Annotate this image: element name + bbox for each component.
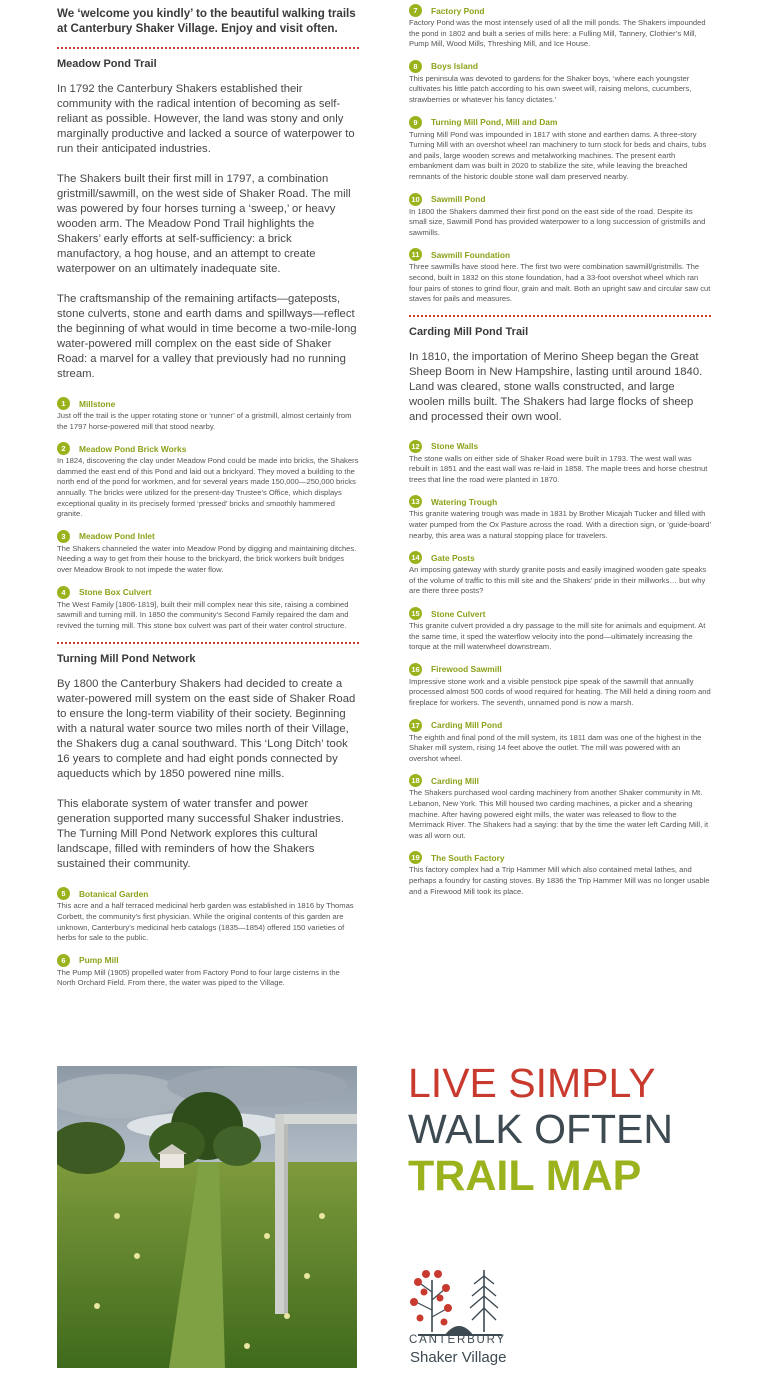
stop-description: Factory Pond was the most intensely used of all the mill ponds. The Shakers impounded the pond in 1802 and built a series of mills here: a Fulling Mill, Tannery, Clothier’s Mill, Pump Mill, Wood Mills, Threshing Mill, and Ice House. xyxy=(409,18,706,49)
stop-title: Millstone xyxy=(79,398,116,409)
stop-number-badge: 11 xyxy=(409,248,422,261)
stop-description: Just off the trail is the upper rotating stone or ‘runner’ of a gristmill, almost certainly from the 1797 horse-powered mill that stood nearby. xyxy=(57,411,352,431)
stop-title: The South Factory xyxy=(431,852,505,863)
stop-title: Meadow Pond Brick Works xyxy=(79,443,187,454)
trail-stop xyxy=(57,530,359,576)
stop-description: An imposing gateway with sturdy granite posts and easily imagined wooden gate speaks of the volume of traffic to this mill site and the Shakers’ pride in their millworks… but why are there three posts? xyxy=(409,565,707,596)
turning-paragraph: This elaborate system of water transfer and power generation supported many successful Shaker industries. The Turning Mill Pond Network explores this cultural landscape, filled with reminders of how the Shakers sustained their community. xyxy=(57,798,344,871)
stop-title: Stone Culvert xyxy=(431,608,486,619)
tagline-trail-map: TRAIL MAP xyxy=(408,1152,642,1200)
divider xyxy=(57,642,359,644)
stop-number-badge: 8 xyxy=(409,60,422,73)
trail-stop xyxy=(409,774,711,841)
stop-number-badge: 5 xyxy=(57,887,70,900)
trail-stop xyxy=(409,116,711,183)
stop-number-badge: 6 xyxy=(57,954,70,967)
stop-title: Factory Pond xyxy=(431,5,485,16)
stop-title: Stone Walls xyxy=(431,441,479,452)
stop-title: Gate Posts xyxy=(431,552,475,563)
stop-title: Carding Mill Pond xyxy=(431,720,503,731)
carding-paragraph: In 1810, the importation of Merino Sheep began the Great Sheep Boom in New Hampshire, lasting until around 1840. Land was cleared, stone walls constructed, and large woolen mills built. The Shakers had large flocks of sheep and processed their own wool. xyxy=(409,350,703,423)
stop-description: In 1824, discovering the clay under Meadow Pond could be made into bricks, the Shakers dammed the east end of this Pond and laid out a brickyard. They moved a building to the north end of the pond for workmen, and for several years made 150,000—250,000 bricks annually. The bricks were utilized for the present-day Trustee’s Office, which displays exceptional quality in its precisely formed ‘pressed’ bricks and smoothly hammered granite. xyxy=(57,456,359,519)
stop-description: The Pump Mill (1905) propelled water from Factory Pond to four large cisterns in the North Orchard Field. From there, the water was piped to the Village. xyxy=(57,967,340,988)
trail-stop xyxy=(409,851,711,897)
trail-stop xyxy=(57,887,359,943)
stop-number-badge: 10 xyxy=(409,193,422,206)
stop-title: Firewood Sawmill xyxy=(431,664,502,675)
logo-shaker-village: Shaker Village xyxy=(410,1349,507,1366)
stop-number-badge: 15 xyxy=(409,607,422,620)
trail-stop xyxy=(57,954,359,989)
divider xyxy=(57,47,359,49)
tagline xyxy=(408,1060,728,1200)
stop-number-badge: 13 xyxy=(409,495,422,508)
stop-number-badge: 4 xyxy=(57,586,70,599)
trail-stop xyxy=(57,397,359,432)
logo-canterbury: CANTERBURY xyxy=(409,1334,507,1346)
trail-stop xyxy=(57,586,359,632)
stop-description: This peninsula was devoted to gardens for the Shaker boys, ‘where each youngster cultivates his little patch according to his own sweet will, raising melons, cucumbers, strawberries or whatever his fancy dictates.’ xyxy=(409,73,692,104)
stop-description: Three sawmills have stood here. The first two were combination sawmill/gristmills. The second, built in 1832 on this stone foundation, had a 33-foot overshot wheel which ran four pairs of stones to grind flour, grain and malt. Both an upright saw and circular saw cut staves for pails and measures. xyxy=(409,262,711,304)
divider xyxy=(409,315,711,317)
stop-title: Meadow Pond Inlet xyxy=(79,531,155,542)
left-column xyxy=(57,0,359,999)
stop-title: Botanical Garden xyxy=(79,888,149,899)
trail-stop xyxy=(409,551,711,597)
stop-title: Sawmill Pond xyxy=(431,194,486,205)
meadow-photo xyxy=(57,1066,357,1368)
meadow-paragraph: The craftsmanship of the remaining artifacts—gateposts, stone culverts, stone and earth dams and spillways—reflect the beginning of what would in time become a two-mile-long water-powered mill complex on the east side of Shaker Road: a marvel for a valley that previously had no running stream. xyxy=(57,293,357,380)
stop-title: Carding Mill xyxy=(431,775,479,786)
meadow-pond-trail-title: Meadow Pond Trail xyxy=(57,58,157,70)
intro-text: We ‘welcome you kindly’ to the beautiful walking trails at Canterbury Shaker Village. Enjoy and visit often. xyxy=(57,7,356,35)
stop-number-badge: 1 xyxy=(57,397,70,410)
stop-number-badge: 19 xyxy=(409,851,422,864)
turning-mill-network-title: Turning Mill Pond Network xyxy=(57,653,196,666)
stop-number-badge: 16 xyxy=(409,663,422,676)
stop-number-badge: 12 xyxy=(409,440,422,453)
stop-description: This factory complex had a Trip Hammer Mill which also contained metal lathes, and perhaps a foundry for casting stoves. By 1836 the Trip Hammer Mill was no longer usable and a Firewood Mill took its place. xyxy=(409,865,710,896)
trail-stop xyxy=(409,495,711,541)
stop-description: Turning Mill Pond was impounded in 1817 with stone and earthen dams. A three-story Turning Mill with an overshot wheel ran machinery to turn stock for beds and chairs, tubs and pails, large wooden screws and metalworking machines. The present earth embankment dam was built in 2020 to stabilize the site, while leaving the breached remnants of the historic double stone wall dam preserved nearby. xyxy=(409,129,707,181)
stop-number-badge: 18 xyxy=(409,774,422,787)
stop-description: The Shakers channeled the water into Meadow Pond by digging and maintaining ditches. Needing a way to get from their house to the brickyard, the brick workers built bridges over Meadow Brook to not impede the water flow. xyxy=(57,543,357,574)
right-column xyxy=(409,4,711,907)
tagline-live-simply: LIVE SIMPLY xyxy=(408,1060,656,1106)
trail-stop xyxy=(409,4,711,50)
trail-stop xyxy=(409,248,711,304)
stop-description: This granite culvert provided a dry passage to the mill site for animals and equipment. At the same time, it sped the waterflow velocity into the pond—ultimately increasing the torque at the mill waterwheel downstream. xyxy=(409,621,706,652)
stop-title: Watering Trough xyxy=(431,496,498,507)
stop-number-badge: 14 xyxy=(409,551,422,564)
trail-stop xyxy=(409,663,711,709)
stop-description: The West Family [1806-1819], built their mill complex near this site, raising a combined sawmill and turning mill. In 1850 the community’s Second Family repaired the dam and revived the turning mill. This stone box culvert was part of their water control structure. xyxy=(57,599,349,630)
stop-number-badge: 7 xyxy=(409,4,422,17)
stop-description: This acre and a half terraced medicinal herb garden was established in 1816 by Thomas Corbett, the community’s first physician. While the original contents of this garden are unknown, Canterbury’s medicinal herb catalogs (1835—1854) offered 150 varieties of herbs for sale to the public. xyxy=(57,901,354,943)
meadow-paragraph: The Shakers built their first mill in 1797, a combination gristmill/sawmill, on the west side of Shaker Road. The mill was powered by four horses turning a ‘sweep,’ or heavy wooden arm. The Meadow Pond Trail highlights the Shakers’ early efforts at self-sufficiency: a brick manufactory, a hog house, and an attempt to create waterpower on an ultimately inadequate site. xyxy=(57,173,351,275)
turning-paragraph: By 1800 the Canterbury Shakers had decided to create a water-powered mill system on the east side of Shaker Road to ensure the long-term viability of their society. Beginning with a natural water source two miles north of their Village, the Shakers dug a canal southward. This ‘Long Ditch’ took 16 years to complete and had eight ponds connected by aqueducts which by 1850 powered nine mills. xyxy=(57,678,356,781)
trail-stop xyxy=(409,440,711,486)
stop-title: Sawmill Foundation xyxy=(431,249,511,260)
stop-number-badge: 3 xyxy=(57,530,70,543)
stop-number-badge: 17 xyxy=(409,719,422,732)
trail-stop xyxy=(409,719,711,765)
stop-description: In 1800 the Shakers dammed their first pond on the east side of the road. Despite its small size, Sawmill Pond has provided waterpower to a long succession of gristmills and sawmills. xyxy=(409,206,706,237)
stop-description: The Shakers purchased wool carding machinery from another Shaker community in Mt. Lebanon, New York. This Mill housed two carding machines, a picker and a shearing machine. After having powered eight mills, the water was released to flow to the Merrimack River. The Shakers had a saying: that by the time the water left Carding Mill, it was all worn out. xyxy=(409,788,709,840)
meadow-paragraph: In 1792 the Canterbury Shakers established their community with the radical intention of becoming as self-reliant as possible. However, the land was stony and only marginally productive and lacked a source of waterpower to run their anticipated industries. xyxy=(57,83,355,155)
carding-mill-trail-title: Carding Mill Pond Trail xyxy=(409,325,529,338)
trail-stop xyxy=(409,193,711,239)
stop-description: The eighth and final pond of the mill system, its 1811 dam was one of the highest in the Shaker mill system, rising 14 feet above the outlet. The mill was powered with an overshot wheel. xyxy=(409,732,702,763)
tagline-walk-often: WALK OFTEN xyxy=(408,1106,673,1152)
trail-stop xyxy=(409,607,711,653)
trail-stop xyxy=(409,60,711,106)
trail-stop xyxy=(57,442,359,520)
stop-description: This granite watering trough was made in 1831 by Brother Micajah Tucker and filled with water pumped from the Ox Pasture across the road. With a direction sign, or ‘guide-board’ nearby, this area was a natural stopping place for travelers. xyxy=(409,509,711,540)
stop-description: Impressive stone work and a visible penstock pipe speak of the sawmill that annually processed almost 500 cords of wood required for heating. The Mill held a dining room and fireplace for workers. The seventh, unnamed pond is now a marsh. xyxy=(409,676,711,707)
stop-title: Boys Island xyxy=(431,61,479,72)
stop-description: The stone walls on either side of Shaker Road were built in 1793. The west wall was rebuilt in 1851 and the east wall was re-laid in 1858. The maple trees and horse chestnut trees that line the road were planted in 1870. xyxy=(409,453,708,484)
stop-number-badge: 9 xyxy=(409,116,422,129)
stop-number-badge: 2 xyxy=(57,442,70,455)
stop-title: Pump Mill xyxy=(79,955,119,966)
stop-title: Turning Mill Pond, Mill and Dam xyxy=(431,117,558,128)
stop-title: Stone Box Culvert xyxy=(79,587,152,598)
